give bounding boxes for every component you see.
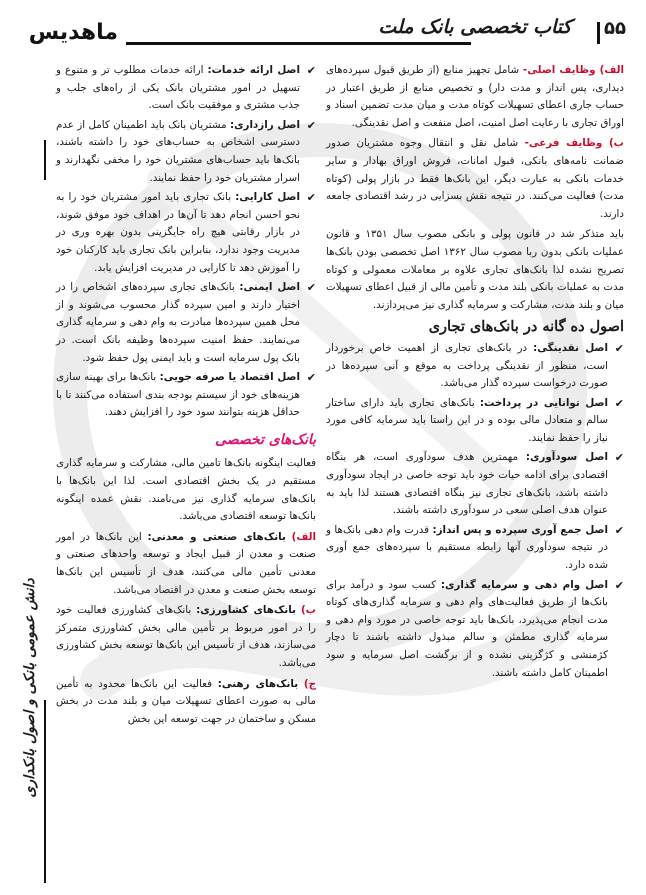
checkmark-icon: ✔	[614, 578, 624, 592]
list-item	[326, 449, 624, 519]
item-text: فعالیت این بانک‌ها محدود به تأمین مالی به صورت اعطای تسهیلات میان و بلند مدت در بخش مسکن و ساختمان در جهت توسعه این بخش	[56, 677, 316, 725]
right-column	[326, 62, 624, 684]
list-item	[56, 369, 316, 422]
specialized-banks-heading: بانک‌های تخصصی	[215, 431, 316, 448]
list-item	[56, 279, 316, 367]
item-label: اصل جمع آوری سپرده و پس انداز:	[432, 523, 608, 536]
item-text: بانک تجاری باید امور مشتریان خود را به نحو احسن انجام دهد تا آن‌ها در اهداف خود موفق شوند، در بازار رقابتی هیچ راه جایگزینی بدون بهره وری در مدیریت وجود ندارد، بنابراین بانک تجاری باید کارکنان خود را آموزش دهد تا کارایی در مدیریت افزایش یابد.	[56, 191, 300, 274]
checkmark-icon: ✔	[306, 191, 316, 205]
item-prefix: ب)	[300, 604, 316, 617]
item-text: ارائه خدمات مطلوب تر و متنوع و تسهیل در امور مشتریان بانک یکی از راه‌های جلب و جذب مشتری و موفقیت بانک است.	[56, 64, 300, 112]
side-rule	[44, 700, 46, 883]
be-label: ب) وظایف فرعی-	[524, 137, 624, 150]
list-item	[326, 395, 624, 448]
header-rule	[126, 42, 471, 45]
item-label: اصل سودآوری:	[525, 451, 608, 464]
item-text: بانک‌ها برای بهینه سازی هزینه‌های خود از سیستم بودجه بندی استفاده می‌کنند تا با حداقل هزینه بتوانند سود خود را افزایش دهند.	[56, 371, 300, 419]
list-item	[326, 522, 624, 575]
side-margin	[0, 70, 52, 883]
item-label: بانک‌های صنعتی و معدنی:	[147, 530, 286, 543]
item-prefix: ج)	[303, 677, 316, 690]
item-label: اصل ارائه خدمات:	[207, 64, 300, 76]
list-item	[326, 340, 624, 393]
item-text: در بانک‌های تجاری از اهمیت خاص برخوردار است، منظور از نقدینگی پرداخت به موقع و آنی سپرده‌ها در صورت درخواست سپرده گذار می‌باشد.	[326, 341, 608, 390]
list-item	[56, 62, 316, 115]
item-label: بانک‌های رهنی:	[217, 677, 299, 690]
item-text: این بانک‌ها در امور صنعت و معدن از قبیل ایجاد و توسعه واحدهای صنعتی و معدنی تأمین مالی می‌کنند، هدف از تأسیس این بانک‌ها توسعه بخش صنعت و معدن در اقتصاد می‌باشد.	[56, 530, 316, 596]
checkmark-icon: ✔	[306, 64, 316, 77]
item-text: بانک‌های تجاری سپرده‌های اشخاص را در اختیار دارند و امین سپرده گذار محسوب می‌شوند و از محل همین سپرده‌ها مبادرت به وام دهی و سرمایه گذاری می‌نمایند. حفظ امنیت سپرده‌ها وظیفه بانک است. در بانک پول سرمایه است و باید ایمنی پول حفظ شود.	[56, 281, 300, 364]
page-header	[0, 0, 646, 52]
checkmark-icon: ✔	[306, 118, 316, 132]
paragraph-specialized-intro: فعالیت اینگونه بانک‌ها تامین مالی، مشارکت و سرمایه گذاری مستقیم در یک بخش اقتصادی است. لذا این بانک‌ها با بانک‌های سرمایه گذاری نیز می‌نامند. نقش عمده اینگونه بانک‌ها توسعه اقتصادی می‌باشد.	[56, 457, 316, 523]
alef-text: شامل تجهیز منابع (از طریق قبول سپرده‌های دیداری، پس انداز و مدت دار) و تخصیص منابع از طریق اعتبار در حساب جاری اعطای تسهیلات کوتاه مدت و میان مدت تضمین اسناد و اوراق تجاری با رعایت اصل امنیت، اصل منفعت و اصل نقدینگی.	[326, 64, 624, 129]
page-number: ۵۵	[604, 18, 626, 39]
side-rule-top	[44, 140, 46, 180]
item-label: اصل نقدینگی:	[533, 341, 608, 354]
paragraph-mortgage-banks	[56, 676, 316, 729]
paragraph-agricultural-banks	[56, 602, 316, 672]
item-label: اصل ایمنی:	[239, 281, 300, 294]
item-label: اصل توانایی در پرداخت:	[479, 396, 609, 409]
paragraph-industrial-banks	[56, 529, 316, 599]
alef-label: الف) وظایف اصلی-	[522, 64, 624, 76]
side-vertical-title: دانش عمومی بانکی و اصول بانکداری	[22, 578, 38, 798]
list-item	[326, 577, 624, 683]
checkmark-icon: ✔	[614, 396, 624, 410]
book-title: کتاب تخصصی بانک ملت	[378, 16, 572, 38]
publisher-logo	[22, 14, 122, 46]
checkmark-icon: ✔	[614, 523, 624, 537]
paragraph-secondary-duties	[326, 135, 624, 223]
be-text: شامل نقل و انتقال وجوه مشتریان صدور ضمانت نامه‌های بانکی، قبول امانات، فروش اوراق بهادار و سایر خدمات بانکی به عبارت دیگر، این بانک‌ها فقط در بازار پولی (کوتاه مدت) فعالیت می‌کنند. در نتیجه نقش بسزایی در رشد اقتصادی جامعه دارند.	[326, 137, 624, 220]
item-label: اصل وام دهی و سرمایه گذاری:	[440, 578, 608, 591]
item-text: مهمترین هدف سودآوری است، هر بنگاه اقتصادی برای ادامه حیات خود باید توجه خاصی در ایجاد سودآوری داشته باشد، بانک‌های تجاری نیز بنگاه اقتصادی هستند لذا باید به عنوان هدف اصلی سعی در سودآوری داشته باشند.	[326, 451, 608, 517]
item-text: بانک‌های کشاورزی فعالیت خود را در امور مربوط بر تأمین مالی بخش کشاورزی متمرکز می‌سازند، هدف از تأسیس این بانک‌ها توسعه بخش کشاورزی می‌باشد.	[56, 604, 316, 669]
checkmark-icon: ✔	[614, 341, 624, 355]
left-column	[56, 62, 316, 731]
list-item	[56, 117, 316, 187]
item-label: اصل رازداری:	[229, 118, 300, 131]
item-text: قدرت وام دهی بانک‌ها و در نتیجه سودآوری آنها رابطه مستقیم با سپرده‌های جمع آوری شده دارد.	[326, 523, 608, 572]
item-label: بانک‌های کشاورزی:	[196, 604, 297, 617]
checkmark-icon: ✔	[306, 281, 316, 295]
item-text: مشتریان بانک باید اطمینان کامل از عدم دسترسی اشخاص به حساب‌های خود را داشته باشند، بانک‌ها باید حساب‌های مشتریان خود را مخفی نگهدارند و اسرار مشتریان خود را حفظ نمایند.	[56, 118, 300, 184]
paragraph-note: باید متذکر شد در قانون پولی و بانکی مصوب سال ۱۳۵۱ و قانون عملیات بانکی بدون ربا مصوب سال ۱۳۶۲ اصل تخصصی بودن بانک‌ها تصریح نشده لذا بانک‌های تجاری علاوه بر معاملات معمولی و کوتاه مدت به عملیات بانکی بلند مدت و تأمین مالی از قبیل اعطای تسهیلات میان و بلند مدت، مشارکت و سرمایه گذاری نیز می‌پردازند.	[326, 228, 625, 311]
principles-heading: اصول ده گانه در بانک‌های تجاری	[428, 318, 624, 336]
list-item	[56, 189, 316, 277]
svg-text:ماهدیس: ماهدیس	[28, 20, 118, 45]
item-text: بانک‌های تجاری باید دارای ساختار سالم و متعادل مالی بوده و در این راستا باید سرمایه کافی مورد نیاز را حفظ نمایند.	[326, 396, 608, 444]
item-prefix: الف)	[291, 530, 316, 543]
item-label: اصل اقتصاد یا صرفه جویی:	[159, 371, 300, 384]
item-label: اصل کارایی:	[235, 191, 300, 204]
checkmark-icon: ✔	[614, 451, 624, 465]
checkmark-icon: ✔	[306, 371, 316, 385]
paragraph-main-duties	[326, 62, 624, 132]
item-text: کسب سود و درآمد برای بانک‌ها از طریق فعالیت‌های وام دهی و سرمایه گذاری‌های کوتاه مدت انجام می‌پذیرد، بانک‌ها باید توجه خاصی در مورد وام دهی و سرمایه گذاری مطمئن و سالم مبذول داشته باشند تا دچار کژمنشی و کژگزینی نشده و از برگشت اصل سرمایه و سود اطمینان کامل داشته باشند.	[326, 578, 608, 679]
page-number-divider	[597, 22, 600, 44]
